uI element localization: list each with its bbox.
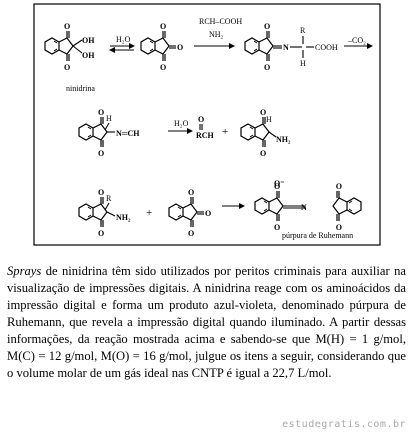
site-watermark: estudegratis.com.br xyxy=(282,419,406,430)
water-label-1: H₂O xyxy=(116,35,131,44)
passage-italic-term: Sprays xyxy=(7,264,42,278)
svg-text:O: O xyxy=(177,43,184,52)
svg-text:RCH: RCH xyxy=(196,131,214,140)
indanetrione-molecule xyxy=(141,22,183,72)
passage-body: de ninidrina têm sido utilizados por peritos criminais para auxiliar na visualização de impressões digitais. A ninidrina reage com os aminoácidos da impressão digital e forma um produto azul-violeta, denominado púrpura de Ruhemann, que revela a impressão digital quando iluminado. A partir dessas informações, da reação mostrada acima e sabendo-se que M(H) = 1 g/mol, M(C) = 12 g/mol, M(O) = 16 g/mol, julgue os itens a seguir, considerando que o volume molar de um gás ideal nas CNTP é igual a 22,7 L/mol. xyxy=(7,264,406,380)
nh2-label-2: NH₂ xyxy=(116,213,131,222)
question-passage xyxy=(7,263,406,382)
oh-label-1: OH xyxy=(82,36,95,45)
cooh-label: COOH xyxy=(315,43,338,52)
oh-label-2: OH xyxy=(82,51,95,60)
aldehyde-product xyxy=(196,115,215,140)
amino-acid-reagent-bottom: NH₂ xyxy=(209,30,224,39)
r-group-label-2: R xyxy=(106,194,112,203)
amino-acid-reagent-top: RCH–COOH xyxy=(199,17,243,26)
water-label-2: H₂O xyxy=(174,119,189,128)
svg-text:O: O xyxy=(198,115,205,124)
nh2-label-1: NH₂ xyxy=(276,135,291,144)
n-atom-label: N xyxy=(283,43,289,52)
plus-sign-1: + xyxy=(222,126,229,138)
svg-text:O: O xyxy=(205,209,212,218)
ninhydrin-molecule xyxy=(45,22,82,72)
reaction-scheme-figure: O OH OH ninidrina H₂O O RCH–COOH NH₂ N R H COOH –CO₂ H N═CH H₂O O RCH + H NH₂ R NH₂ + O N O⁻ púrpura de Ruhemann xyxy=(0,0,412,260)
h-atom-label: H xyxy=(300,59,306,68)
r-group-label: R xyxy=(300,26,306,35)
ruhemann-purple-label: púrpura de Ruhemann xyxy=(282,231,354,240)
ninhydrin-label: ninidrina xyxy=(66,84,95,93)
svg-text:O⁻: O⁻ xyxy=(274,179,285,188)
ch-chain-label: N═CH xyxy=(116,129,140,138)
h-atom-label-3: H xyxy=(266,115,272,124)
svg-text:N: N xyxy=(301,203,307,212)
h-atom-label-2: H xyxy=(106,114,112,123)
indanetrione-molecule-2 xyxy=(169,188,211,238)
co2-loss-label: –CO₂ xyxy=(348,36,366,45)
ruhemann-purple-molecule xyxy=(255,179,361,232)
plus-sign-2: + xyxy=(146,207,153,219)
